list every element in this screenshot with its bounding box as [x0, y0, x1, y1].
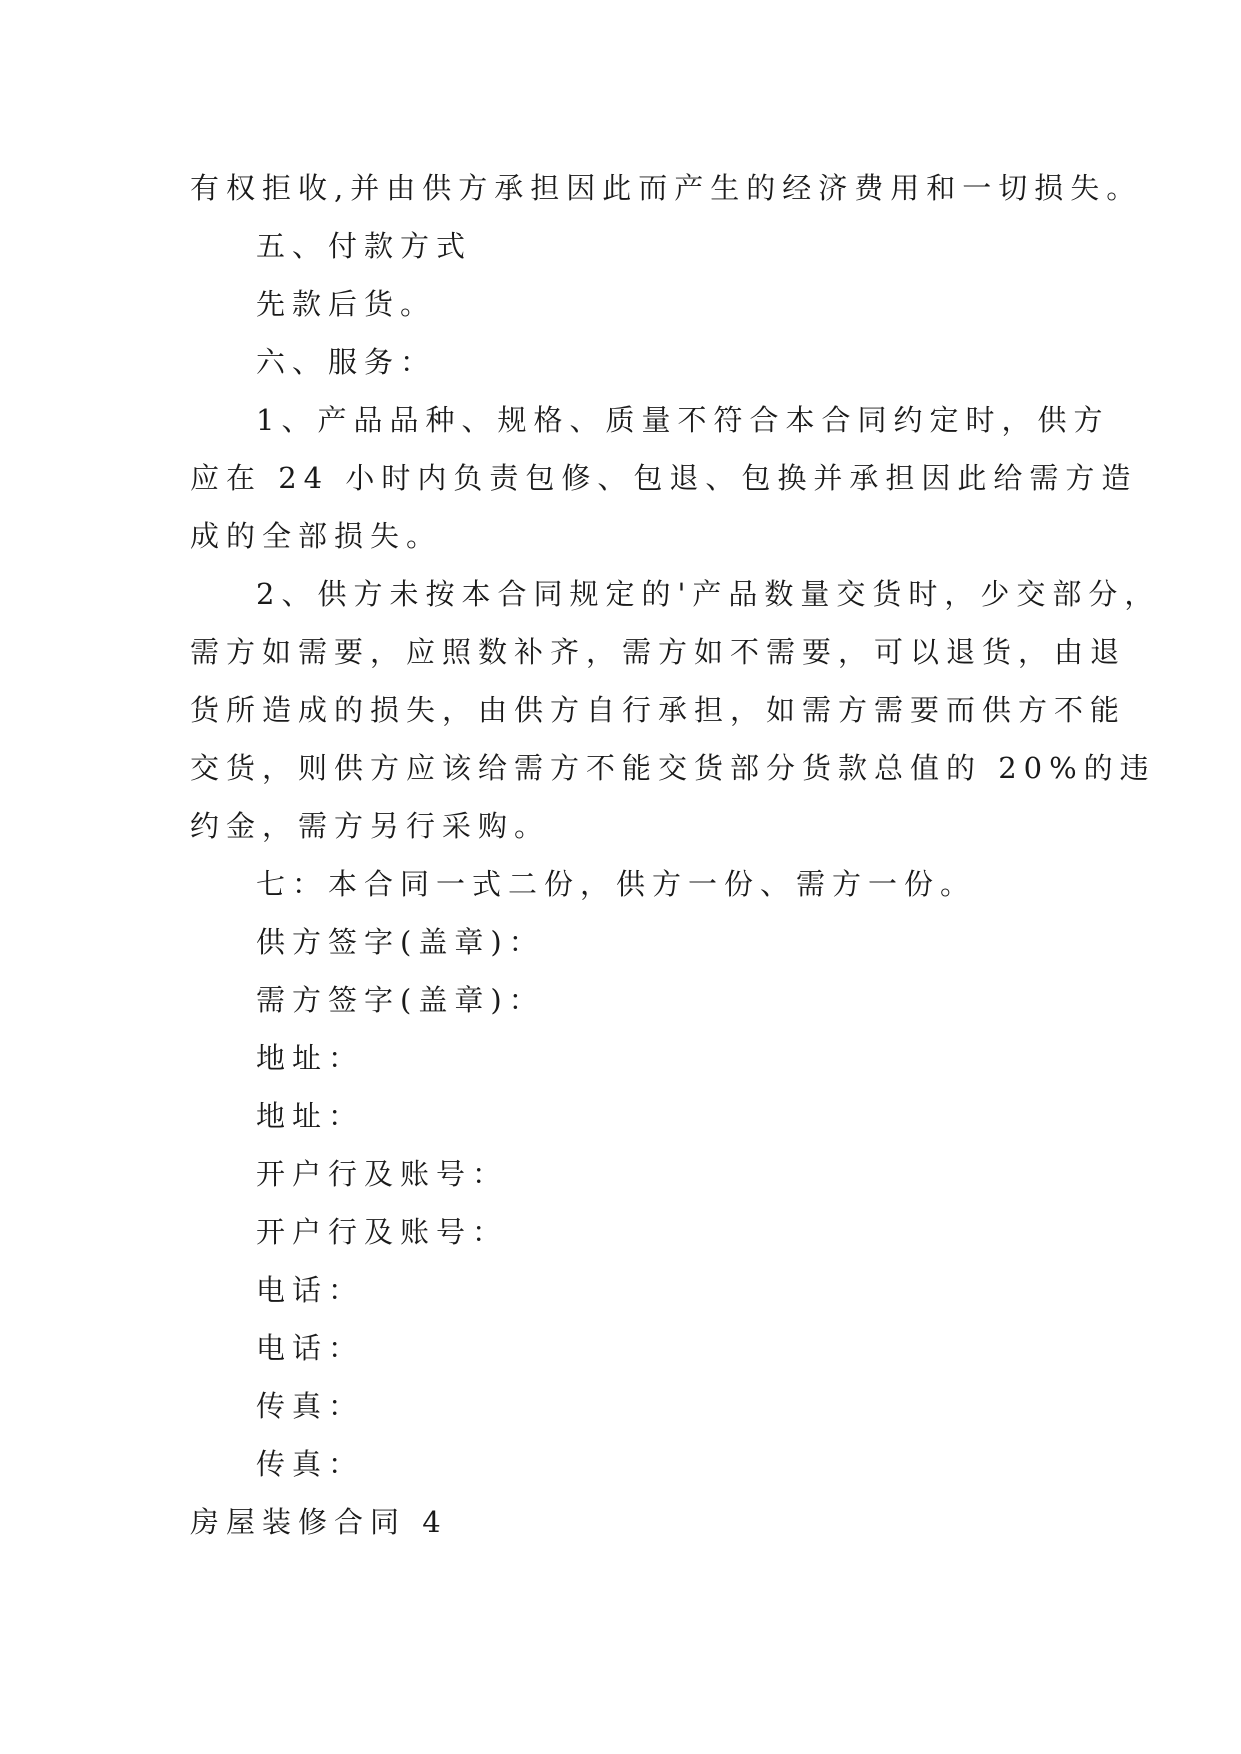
paragraph-line: 货所造成的损失，由供方自行承担，如需方需要而供方不能	[190, 693, 1127, 727]
address-label: 地址：	[256, 1041, 365, 1075]
paragraph-line: 交货，则供方应该给需方不能交货部分货款总值的 20%的违	[190, 751, 1156, 785]
section-heading-payment: 五、付款方式	[256, 229, 473, 263]
paragraph-line: 先款后货。	[256, 287, 437, 321]
paragraph-line: 2、供方未按本合同规定的'产品数量交货时，少交部分，	[256, 577, 1161, 611]
buyer-signature-label: 需方签字(盖章)：	[256, 983, 545, 1017]
supplier-signature-label: 供方签字(盖章)：	[256, 925, 545, 959]
paragraph-line: 1、产品品种、规格、质量不符合本合同约定时，供方	[256, 403, 1110, 437]
phone-label: 电话：	[256, 1273, 365, 1307]
paragraph-line: 需方如需要，应照数补齐，需方如不需要，可以退货，由退	[190, 635, 1127, 669]
paragraph-line: 成的全部损失。	[190, 519, 443, 553]
paragraph-line: 约金，需方另行采购。	[190, 809, 551, 843]
fax-label: 传真：	[256, 1389, 365, 1423]
address-label: 地址：	[256, 1099, 365, 1133]
document-title: 房屋装修合同 4	[190, 1505, 448, 1539]
paragraph-line: 七：本合同一式二份，供方一份、需方一份。	[256, 867, 977, 901]
section-heading-service: 六、服务：	[256, 345, 437, 379]
bank-account-label: 开户行及账号：	[256, 1215, 509, 1249]
phone-label: 电话：	[256, 1331, 365, 1365]
paragraph-line: 应在 24 小时内负责包修、包退、包换并承担因此给需方造	[190, 461, 1138, 495]
bank-account-label: 开户行及账号：	[256, 1157, 509, 1191]
paragraph-line: 有权拒收,并由供方承担因此而产生的经济费用和一切损失。	[190, 171, 1143, 205]
fax-label: 传真：	[256, 1447, 365, 1481]
